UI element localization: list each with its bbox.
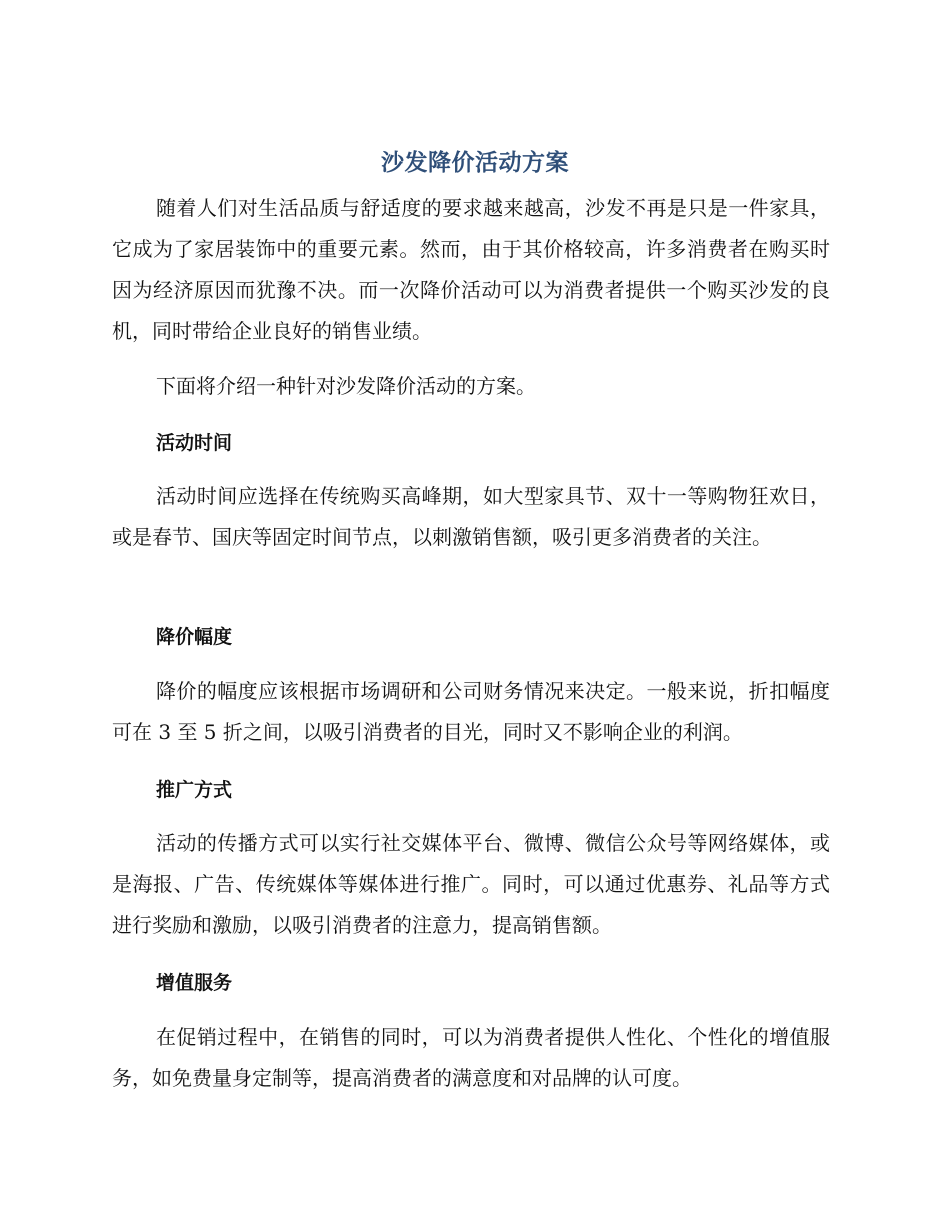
- section-heading-service: 增值服务: [156, 972, 233, 994]
- section-heading-discount: 降价幅度: [156, 626, 233, 648]
- section-heading-time: 活动时间: [156, 432, 233, 454]
- document-title: 沙发降价活动方案: [381, 150, 569, 176]
- section-body-service: 在促销过程中，在销售的同时，可以为消费者提供人性化、个性化的增值服务，如免费量身定制等，提高消费者的满意度和对品牌的认可度。: [112, 1025, 830, 1090]
- section-body-promotion: 活动的传播方式可以实行社交媒体平台、微博、微信公众号等网络媒体，或是海报、广告、传统媒体等媒体进行推广。同时，可以通过优惠券、礼品等方式进行奖励和激励，以吸引消费者的注意力，提高销售额。: [112, 831, 830, 937]
- lead-paragraph: 下面将介绍一种针对沙发降价活动的方案。: [156, 374, 536, 398]
- section-heading-promotion: 推广方式: [156, 779, 233, 801]
- intro-paragraph: 随着人们对生活品质与舒适度的要求越来越高，沙发不再是只是一件家具，它成为了家居装饰中的重要元素。然而，由于其价格较高，许多消费者在购买时因为经济原因而犹豫不决。而一次降价活动可以为消费者提供一个购买沙发的良机，同时带给企业良好的销售业绩。: [112, 196, 830, 343]
- section-body-time: 活动时间应选择在传统购买高峰期，如大型家具节、双十一等购物狂欢日，或是春节、国庆等固定时间节点，以刺激销售额，吸引更多消费者的关注。: [112, 484, 830, 549]
- section-body-discount: 降价的幅度应该根据市场调研和公司财务情况来决定。一般来说，折扣幅度可在 3 至 5 折之间，以吸引消费者的目光，同时又不影响企业的利润。: [112, 679, 830, 744]
